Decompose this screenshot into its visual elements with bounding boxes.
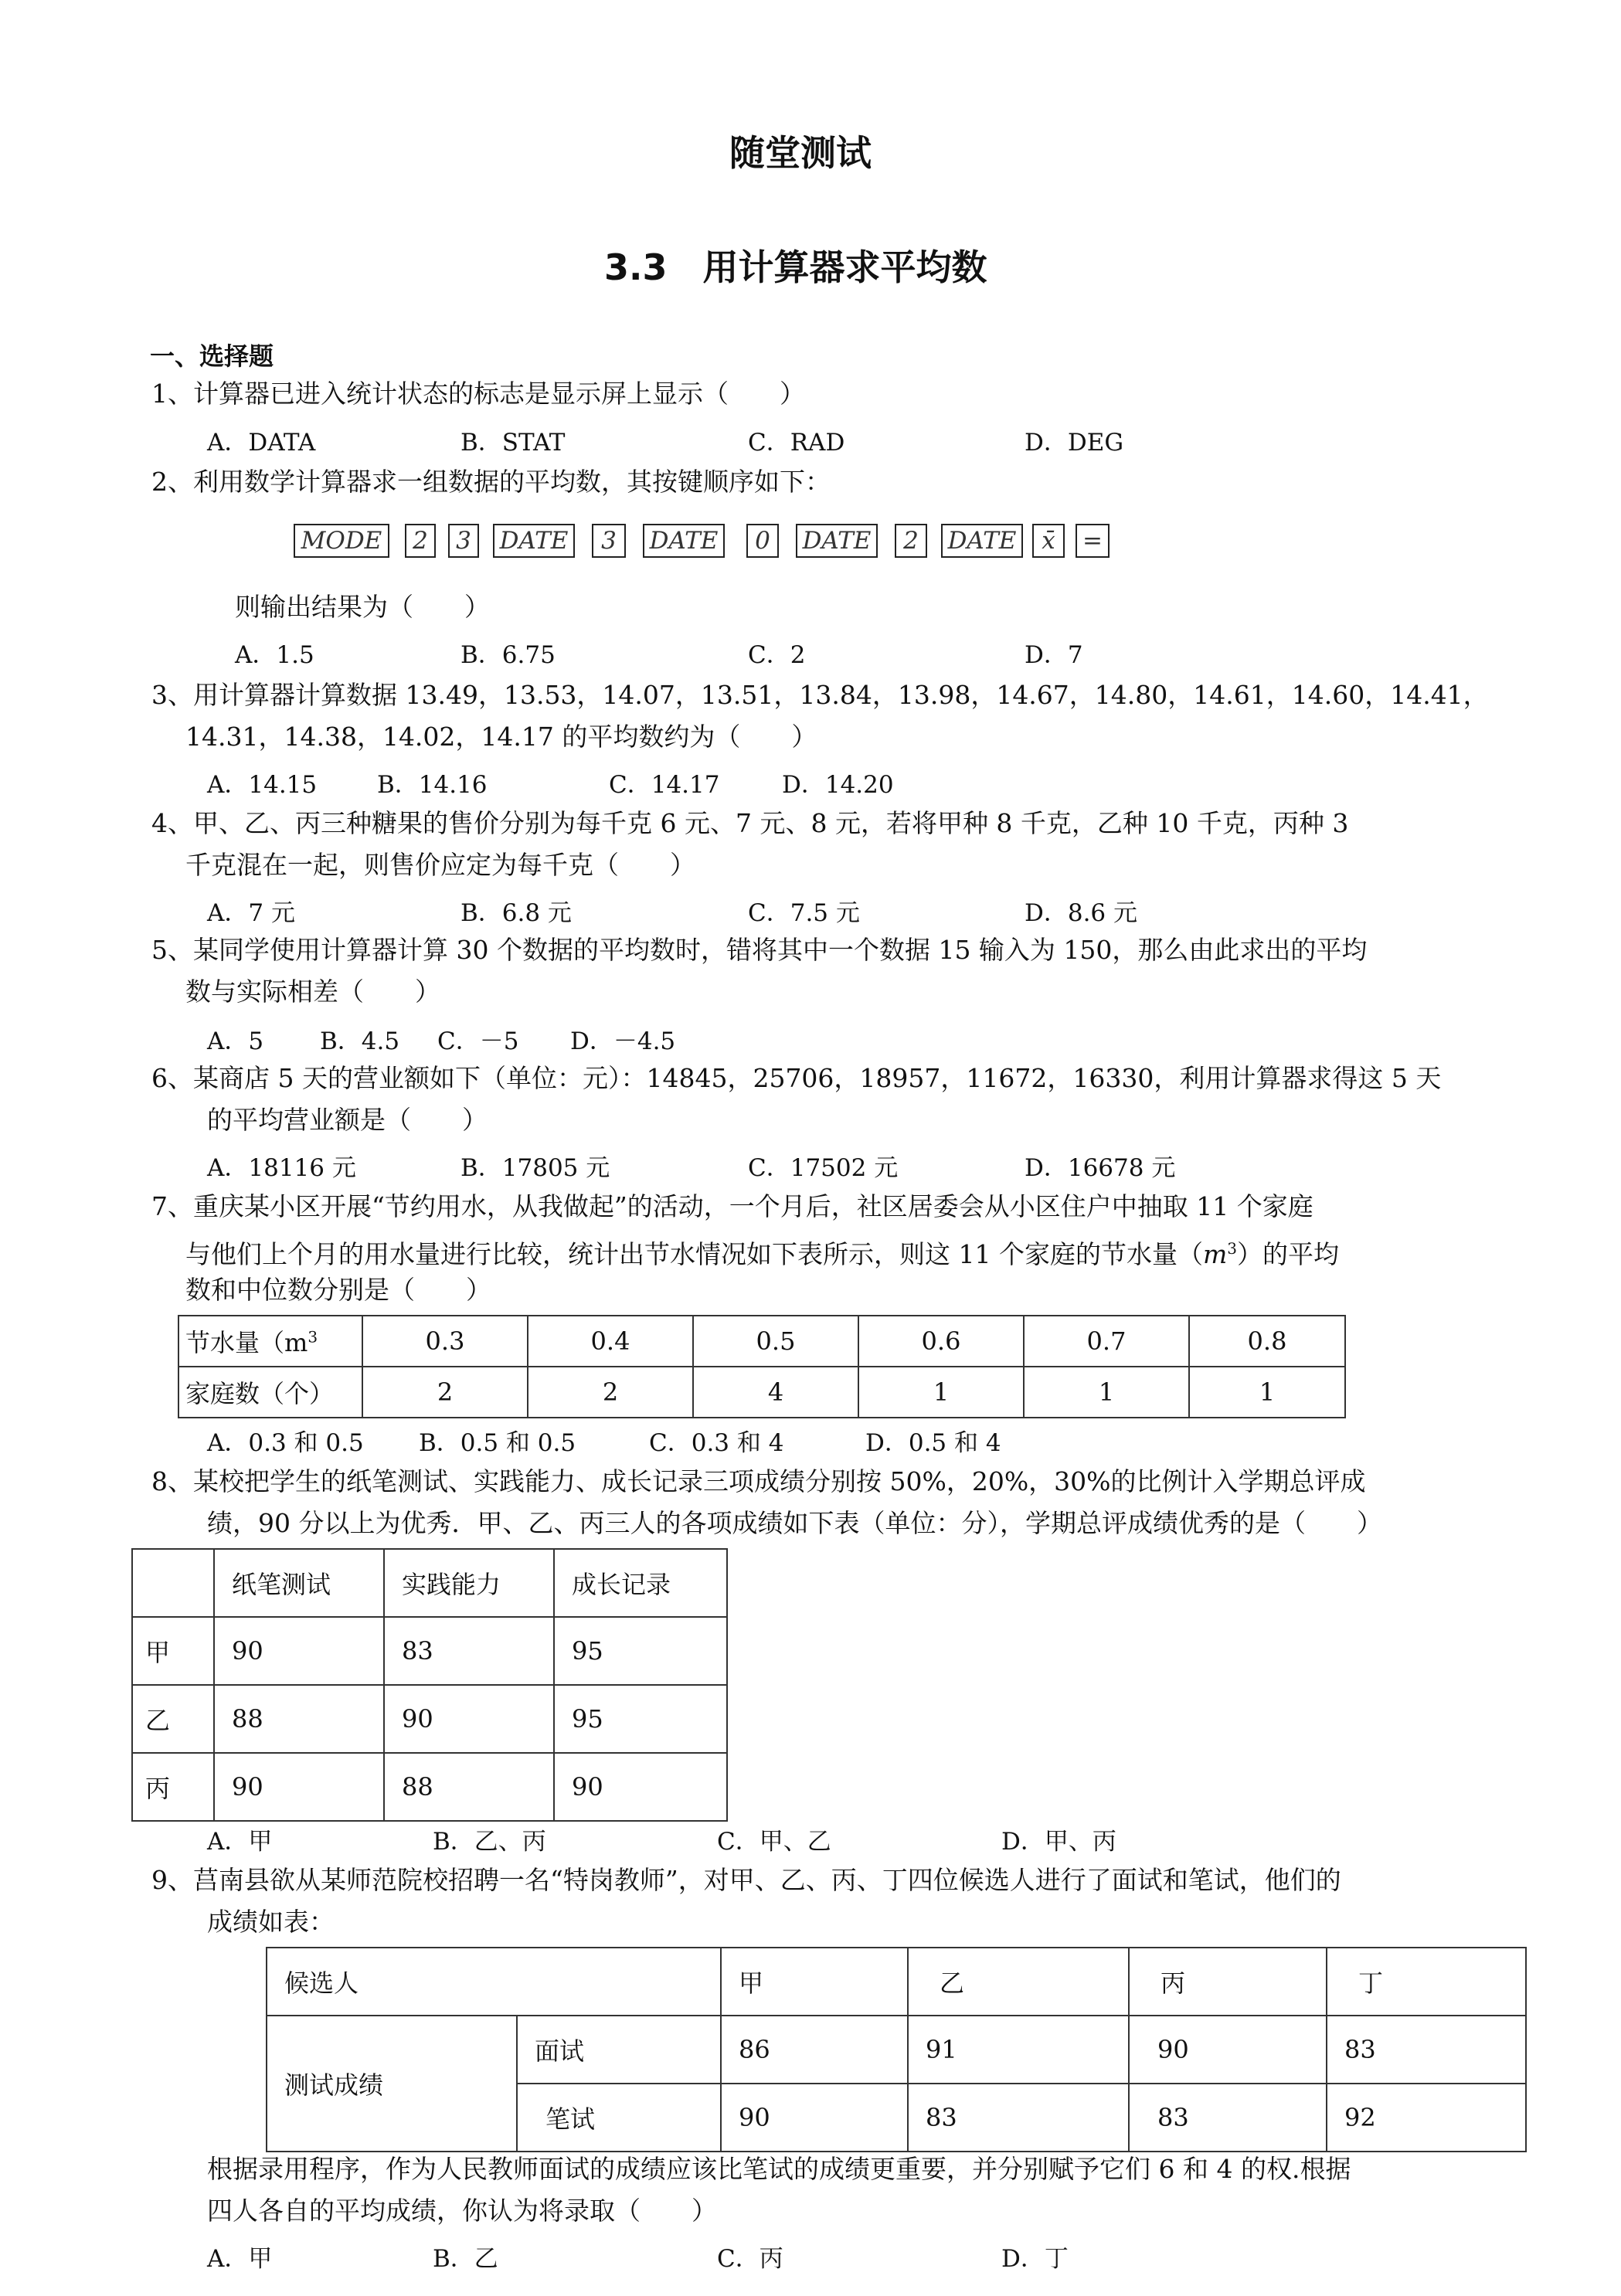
- q5-option-b: B．4.5: [320, 1027, 400, 1055]
- table-cell: 90: [554, 1753, 727, 1821]
- date-key: DATE: [796, 524, 878, 558]
- table-row: [267, 1948, 1526, 2016]
- digit-key: 2: [895, 524, 927, 558]
- table-row: [132, 1549, 727, 1617]
- table-cell: 83: [1327, 2016, 1526, 2084]
- q4-option-b: B．6.8 元: [460, 899, 572, 927]
- table-cell: 92: [1327, 2084, 1526, 2152]
- q1-stem: 1、计算器已进入统计状态的标志是显示屏上显示（ ）: [151, 379, 805, 409]
- table-row: [267, 2016, 1526, 2084]
- table-cell: 2: [528, 1367, 693, 1418]
- q2-option-d: D．7: [1025, 641, 1083, 669]
- q7-stem-line1: 7、重庆某小区开展“节约用水，从我做起”的活动，一个月后，社区居委会从小区住户中抽取 11 个家庭: [151, 1191, 1313, 1221]
- q9-stem-line2: 成绩如表：: [207, 1907, 335, 1937]
- q3-stem-line2: 14.31，14.38，14.02，14.17 的平均数约为（ ）: [185, 722, 817, 752]
- table-cell: 0.3: [362, 1316, 528, 1367]
- q8-option-b: B．乙、丙: [433, 1828, 546, 1856]
- q5-option-c: C．－5: [437, 1027, 519, 1055]
- table-cell: 91: [908, 2016, 1129, 2084]
- table-cell: 家庭数（个）: [178, 1367, 362, 1418]
- q6-stem-line2: 的平均营业额是（ ）: [207, 1105, 488, 1135]
- q4-stem-line1: 4、甲、乙、丙三种糖果的售价分别为每千克 6 元、7 元、8 元，若将甲种 8 千克，乙种 10 千克，丙种 3: [151, 808, 1349, 838]
- table-cell: 2: [362, 1367, 528, 1418]
- q4-stem-line2: 千克混在一起，则售价应定为每千克（ ）: [185, 850, 695, 880]
- q6-option-b: B．17805 元: [460, 1154, 610, 1182]
- table-cell: 0.7: [1024, 1316, 1189, 1367]
- q2-question: 则输出结果为（ ）: [235, 592, 490, 622]
- q9-context-line1: 根据录用程序，作为人民教师面试的成绩应该比笔试的成绩更重要，并分别赋予它们 6 和 4 的权.根据: [207, 2154, 1351, 2184]
- q6-option-a: A．18116 元: [207, 1154, 356, 1182]
- q7-option-d: D．0.5 和 4: [865, 1429, 1001, 1457]
- q8-option-d: D．甲、丙: [1001, 1828, 1116, 1856]
- table-cell: 83: [908, 2084, 1129, 2152]
- table-cell: 83: [1129, 2084, 1327, 2152]
- q3-option-c: C．14.17: [609, 771, 720, 799]
- q9-option-a: A．甲: [207, 2245, 273, 2273]
- q6-option-c: C．17502 元: [748, 1154, 899, 1182]
- page-subtitle: 3.3 用计算器求平均数: [604, 246, 987, 288]
- q7-option-c: C．0.3 和 4: [649, 1429, 784, 1457]
- table-cell: 0.6: [858, 1316, 1024, 1367]
- q9-table: [266, 1947, 1527, 2152]
- table-cell: 88: [214, 1685, 384, 1753]
- date-key: DATE: [493, 524, 575, 558]
- q9-option-c: C．丙: [717, 2245, 783, 2273]
- q5-option-a: A．5: [207, 1027, 264, 1055]
- digit-key: 3: [592, 524, 626, 558]
- q4-option-c: C．7.5 元: [748, 899, 860, 927]
- table-cell: 0.8: [1189, 1316, 1345, 1367]
- q8-stem-line1: 8、某校把学生的纸笔测试、实践能力、成长记录三项成绩分别按 50%，20%，30%的比例计入学期总评成: [151, 1466, 1366, 1496]
- q1-option-c: C．RAD: [748, 429, 845, 457]
- section-heading: 一、选择题: [150, 341, 274, 371]
- digit-key: 2: [405, 524, 436, 558]
- table-cell: 笔试: [517, 2084, 721, 2152]
- table-row: [178, 1316, 1345, 1367]
- q9-option-d: D．丁: [1001, 2245, 1069, 2273]
- q6-stem-line1: 6、某商店 5 天的营业额如下（单位：元）：14845，25706，18957，11672，16330，利用计算器求得这 5 天: [151, 1063, 1442, 1093]
- q8-stem-line2: 绩，90 分以上为优秀．甲、乙、丙三人的各项成绩如下表（单位：分），学期总评成绩优秀的是（ ）: [207, 1508, 1382, 1538]
- table-cell: 面试: [517, 2016, 721, 2084]
- table-cell: 95: [554, 1685, 727, 1753]
- date-key: DATE: [941, 524, 1023, 558]
- q7-stem-line3: 数和中位数分别是（ ）: [185, 1275, 491, 1305]
- table-cell: 乙: [908, 1948, 1129, 2016]
- table-cell: 90: [214, 1753, 384, 1821]
- q1-option-a: A．DATA: [207, 429, 316, 457]
- q1-option-d: D．DEG: [1025, 429, 1124, 457]
- table-cell: 4: [693, 1367, 858, 1418]
- table-cell: 88: [384, 1753, 554, 1821]
- q5-stem-line2: 数与实际相差（ ）: [185, 976, 440, 1007]
- q3-option-b: B．14.16: [377, 771, 488, 799]
- table-cell: 测试成绩: [267, 2016, 517, 2152]
- page-title: 随堂测试: [729, 132, 872, 174]
- table-cell: 90: [1129, 2016, 1327, 2084]
- table-cell: 0.5: [693, 1316, 858, 1367]
- q1-option-b: B．STAT: [460, 429, 566, 457]
- table-cell: 丙: [1129, 1948, 1327, 2016]
- table-cell: 1: [858, 1367, 1024, 1418]
- table-cell: 1: [1189, 1367, 1345, 1418]
- table-row: [132, 1753, 727, 1821]
- table-cell: 丙: [132, 1753, 214, 1821]
- mode-key: MODE: [294, 524, 389, 558]
- q4-option-d: D．8.6 元: [1025, 899, 1138, 927]
- table-row: [132, 1617, 727, 1685]
- equals-key: =: [1076, 524, 1110, 558]
- table-cell: 0.4: [528, 1316, 693, 1367]
- table-cell: 90: [721, 2084, 908, 2152]
- q8-option-a: A．甲: [207, 1828, 273, 1856]
- q9-option-b: B．乙: [433, 2245, 498, 2273]
- digit-key: 0: [746, 524, 779, 558]
- q7-stem-line2: 与他们上个月的用水量进行比较，统计出节水情况如下表所示，则这 11 个家庭的节水量$(m^3)$的平均: [185, 1239, 1340, 1269]
- table-cell: 甲: [721, 1948, 908, 2016]
- digit-key: 3: [448, 524, 479, 558]
- table-cell: 86: [721, 2016, 908, 2084]
- q9-context-line2: 四人各自的平均成绩，你认为将录取（ ）: [207, 2196, 717, 2226]
- q5-option-d: D．－4.5: [570, 1027, 676, 1055]
- table-cell: 1: [1024, 1367, 1189, 1418]
- table-cell: 83: [384, 1617, 554, 1685]
- q6-option-d: D．16678 元: [1025, 1154, 1176, 1182]
- q2-key-sequence: [0, 524, 1621, 559]
- table-cell: 纸笔测试: [214, 1549, 384, 1617]
- q2-option-b: B．6.75: [460, 641, 556, 669]
- table-cell: 95: [554, 1617, 727, 1685]
- q3-option-a: A．14.15: [207, 771, 318, 799]
- q3-stem-line1: 3、用计算器计算数据 13.49，13.53，14.07，13.51，13.84，13.98，14.67，14.80，14.61，14.60，14.41，: [151, 680, 1489, 710]
- q3-option-d: D．14.20: [782, 771, 894, 799]
- mean-key: x̄: [1032, 524, 1065, 558]
- date-key: DATE: [643, 524, 725, 558]
- q2-option-a: A．1.5: [235, 641, 314, 669]
- table-cell: 实践能力: [384, 1549, 554, 1617]
- table-cell: [132, 1549, 214, 1617]
- table-cell: 乙: [132, 1685, 214, 1753]
- q7-table: [178, 1315, 1346, 1418]
- table-row: [178, 1367, 1345, 1418]
- q8-table: [131, 1548, 728, 1822]
- q2-option-c: C．2: [748, 641, 806, 669]
- table-cell: 甲: [132, 1617, 214, 1685]
- table-row: [132, 1685, 727, 1753]
- table-cell: 节水量（$m^3$: [178, 1316, 362, 1367]
- q4-option-a: A．7 元: [207, 899, 295, 927]
- q8-option-c: C．甲、乙: [717, 1828, 831, 1856]
- table-cell: 90: [214, 1617, 384, 1685]
- table-cell: 成长记录: [554, 1549, 727, 1617]
- q5-stem-line1: 5、某同学使用计算器计算 30 个数据的平均数时，错将其中一个数据 15 输入为 150，那么由此求出的平均: [151, 935, 1368, 965]
- q7-option-b: B．0.5 和 0.5: [419, 1429, 576, 1457]
- q7-option-a: A．0.3 和 0.5: [207, 1429, 364, 1457]
- q9-stem-line1: 9、莒南县欲从某师范院校招聘一名“特岗教师”，对甲、乙、丙、丁四位候选人进行了面试和笔试，他们的: [151, 1865, 1341, 1895]
- q2-stem: 2、利用数学计算器求一组数据的平均数，其按键顺序如下：: [151, 467, 831, 497]
- table-cell: 90: [384, 1685, 554, 1753]
- table-cell: 候选人: [267, 1948, 721, 2016]
- table-cell: 丁: [1327, 1948, 1526, 2016]
